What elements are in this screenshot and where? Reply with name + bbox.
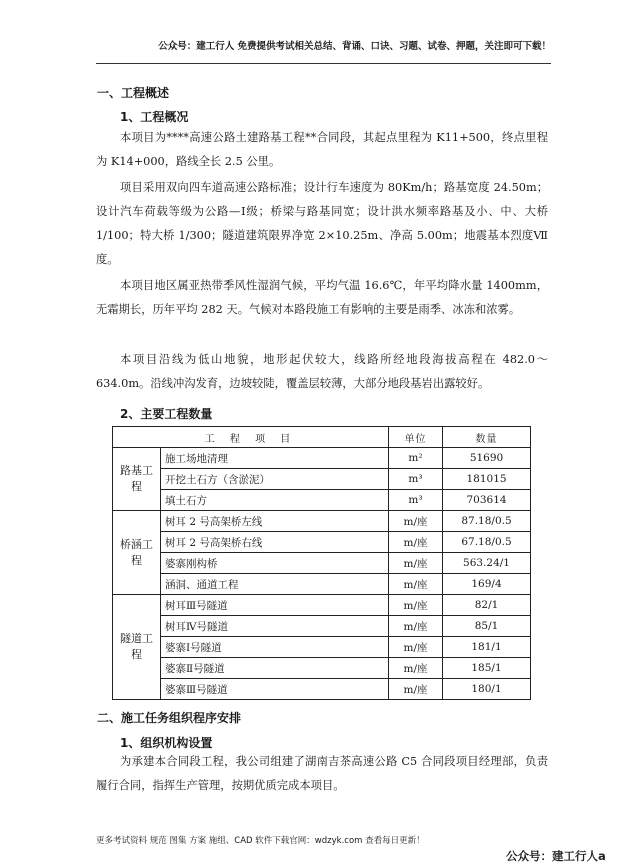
table-row — [113, 595, 531, 616]
table-row — [113, 490, 531, 511]
row-qty: 85/1 — [443, 616, 531, 637]
paragraph-overview: 本项目为****高速公路土建路基工程**合同段，其起点里程为 K11+500，终点里程为 K14+000，路线全长 2.5 公里。 — [96, 131, 548, 168]
table-row — [113, 469, 531, 490]
category-tunnels: 隧道工程 — [113, 595, 161, 700]
row-qty: 181/1 — [443, 637, 531, 658]
table-header-row — [113, 427, 531, 448]
row-name: 树耳Ⅲ号隧道 — [161, 595, 389, 616]
table-row — [113, 448, 531, 469]
row-unit: m³ — [389, 490, 443, 511]
section1-title: 一、工程概述 — [97, 86, 170, 100]
paragraph-terrain: 本项目沿线为低山地貌，地形起伏较大，线路所经地段海拔高程在 482.0～634.0m。沿线冲沟发育，边坡较陡，覆盖层较薄，大部分地段基岩出露较好。 — [96, 353, 548, 390]
table-row — [113, 637, 531, 658]
row-name: 婆寨Ⅱ号隧道 — [161, 658, 389, 679]
row-qty: 51690 — [443, 448, 531, 469]
header-unit: 单位 — [389, 427, 443, 448]
paragraph-standards: 项目采用双向四车道高速公路标准；设计行车速度为 80Km/h；路基宽度 24.50m；设计汽车荷载等级为公路—Ⅰ级；桥梁与路基同宽；设计洪水频率路基及小、中、大桥 1/100；特大桥 1/300；隧道建筑限界净宽 2×10.25m、净高 5.00m；地震基本烈度Ⅶ度。 — [96, 181, 548, 266]
header-promo: 公众号：建工行人 免费提供考试相关总结、背诵、口诀、习题、试卷、押题，关注即可下载！ — [158, 41, 551, 52]
paragraph-organization: 为承建本合同段工程，我公司组建了湖南吉茶高速公路 C5 合同段项目经理部，负责履行合同，指挥生产管理，按期优质完成本项目。 — [96, 755, 548, 792]
row-name: 婆寨Ⅰ号隧道 — [161, 637, 389, 658]
row-qty: 169/4 — [443, 574, 531, 595]
row-name: 开挖土石方（含淤泥） — [161, 469, 389, 490]
paragraph-climate: 本项目地区属亚热带季风性湿润气候，平均气温 16.6℃，年平均降水量 1400mm，无霜期长，历年平均 282 天。气候对本路段施工有影响的主要是雨季、冰冻和浓雾。 — [96, 279, 548, 316]
row-name: 施工场地清理 — [161, 448, 389, 469]
category-bridges: 桥涵工程 — [113, 511, 161, 595]
row-qty: 87.18/0.5 — [443, 511, 531, 532]
category-roadbed: 路基工程 — [113, 448, 161, 511]
row-unit: m/座 — [389, 658, 443, 679]
row-name: 树耳 2 号高架桥左线 — [161, 511, 389, 532]
row-name: 树耳Ⅳ号隧道 — [161, 616, 389, 637]
row-name: 树耳 2 号高架桥右线 — [161, 532, 389, 553]
row-unit: m³ — [389, 469, 443, 490]
footer-text: 更多考试资料 规范 图集 方案 施组、CAD 软件下载官网：wdzyk.com 查看每日更新！ — [96, 836, 425, 846]
row-qty: 703614 — [443, 490, 531, 511]
row-qty: 180/1 — [443, 679, 531, 700]
table-row — [113, 553, 531, 574]
table-row — [113, 679, 531, 700]
row-name: 婆寨刚构桥 — [161, 553, 389, 574]
section2-title: 二、施工任务组织程序安排 — [97, 711, 242, 725]
row-qty: 82/1 — [443, 595, 531, 616]
section1-sub2-title: 2、主要工程数量 — [120, 407, 213, 421]
row-unit: m² — [389, 448, 443, 469]
row-name: 填土石方 — [161, 490, 389, 511]
row-unit: m/座 — [389, 511, 443, 532]
row-unit: m/座 — [389, 616, 443, 637]
table-row — [113, 658, 531, 679]
header-rule — [96, 63, 551, 64]
row-name: 涵洞、通道工程 — [161, 574, 389, 595]
row-qty: 67.18/0.5 — [443, 532, 531, 553]
row-unit: m/座 — [389, 595, 443, 616]
watermark: 公众号：建工行人a — [506, 849, 606, 863]
row-unit: m/座 — [389, 637, 443, 658]
table-row — [113, 532, 531, 553]
row-unit: m/座 — [389, 532, 443, 553]
table-row — [113, 574, 531, 595]
table-row — [113, 511, 531, 532]
header-item: 工 程 项 目 — [113, 427, 389, 448]
row-name: 婆寨Ⅲ号隧道 — [161, 679, 389, 700]
header-qty: 数量 — [443, 427, 531, 448]
section1-sub1-title: 1、工程概况 — [120, 110, 189, 124]
row-qty: 185/1 — [443, 658, 531, 679]
row-qty: 181015 — [443, 469, 531, 490]
row-unit: m/座 — [389, 553, 443, 574]
row-qty: 563.24/1 — [443, 553, 531, 574]
row-unit: m/座 — [389, 574, 443, 595]
row-unit: m/座 — [389, 679, 443, 700]
section2-sub1-title: 1、组织机构设置 — [120, 736, 213, 750]
quantities-table — [112, 426, 531, 700]
table-row — [113, 616, 531, 637]
